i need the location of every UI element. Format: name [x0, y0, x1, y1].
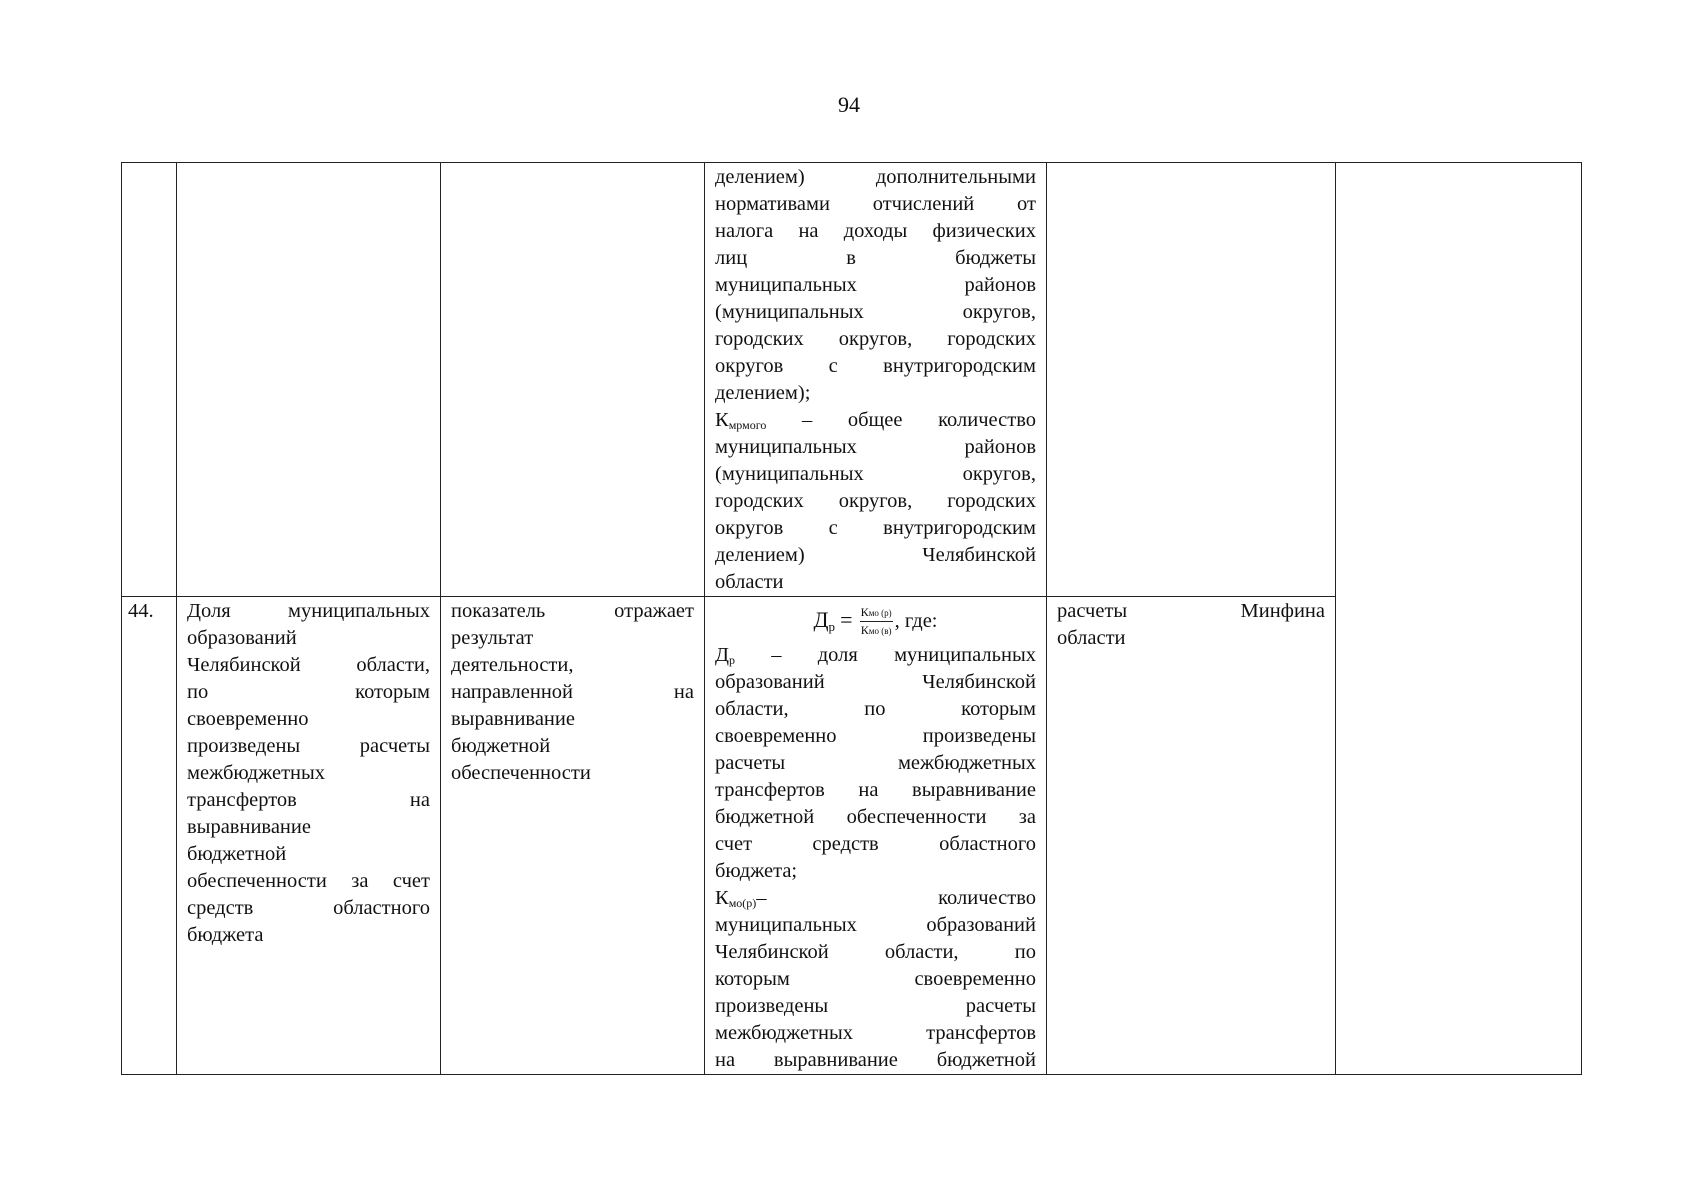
description-line: выравнивание	[451, 708, 575, 730]
indicator-line: по которым	[187, 681, 430, 703]
method-line: муниципальных районов	[715, 436, 1036, 458]
method-line: делением) Челябинской	[715, 544, 1036, 566]
formula-lhs: Д	[813, 607, 829, 632]
method-line: делением) дополнительными	[715, 166, 1036, 188]
indicator-line: своевременно	[187, 708, 309, 730]
method-line: городских округов, городских	[715, 490, 1036, 512]
dr-definition-text	[715, 669, 1036, 885]
indicator-line: обеспеченности за счет	[187, 870, 430, 892]
indicator-line: бюджетной	[187, 843, 287, 865]
table-row-continuation	[122, 163, 1582, 597]
method-line: (муниципальных округов,	[715, 463, 1036, 485]
indicator-line: выравнивание	[187, 816, 311, 838]
method-line: счет средств областного	[715, 833, 1036, 855]
method-line: расчеты межбюджетных	[715, 752, 1036, 774]
kmrmogo-definition-line: $К_{мрмого}$ – общее количество	[715, 409, 1036, 432]
cell-source-empty	[1047, 163, 1336, 597]
indicator-line: произведены расчеты	[187, 735, 430, 757]
method-line: округов с внутригородским	[715, 517, 1036, 539]
cell-extra	[1336, 163, 1582, 1075]
indicator-line: трансфертов на	[187, 789, 430, 811]
method-text-continuation	[705, 163, 1046, 596]
method-line: нормативами отчислений от	[715, 193, 1036, 215]
source-line: области	[1057, 627, 1126, 649]
row-number: 44.	[128, 600, 154, 622]
method-line: области	[715, 571, 784, 593]
description-line: результат	[451, 627, 534, 649]
formula-denominator: Кмо (в)	[860, 623, 892, 638]
method-line: на выравнивание бюджетной	[715, 1049, 1036, 1071]
source-line: расчеты Минфина	[1057, 600, 1325, 622]
indicator-line: Челябинской области,	[187, 654, 430, 676]
kmo-definition-line: $К_{мо(р)}-$ количество	[715, 887, 1036, 910]
formula-lhs-sub: р	[828, 619, 835, 634]
formula	[715, 598, 1036, 642]
method-line: межбюджетных трансфертов	[715, 1022, 1036, 1044]
formula-fraction	[860, 606, 893, 638]
method-line: произведены расчеты	[715, 995, 1036, 1017]
description-line: обеспеченности	[451, 762, 591, 784]
method-line: налога на доходы физических	[715, 220, 1036, 242]
method-line: округов с внутригородским	[715, 355, 1036, 377]
page-number: 94	[838, 92, 860, 117]
method-line: муниципальных районов	[715, 274, 1036, 296]
cell-number-empty	[122, 163, 177, 597]
indicator-description	[441, 597, 704, 787]
indicator-line: средств областного	[187, 897, 430, 919]
method-line: бюджетной обеспеченности за	[715, 806, 1036, 828]
description-line: бюджетной	[451, 735, 551, 757]
dr-definition-line: $Д_р$ – доля муниципальных	[715, 644, 1036, 667]
method-line: которым своевременно	[715, 968, 1036, 990]
formula-numerator: Кмо (р)	[860, 606, 893, 622]
method-line: городских округов, городских	[715, 328, 1036, 350]
method-line: (муниципальных округов,	[715, 301, 1036, 323]
method-line: образований Челябинской	[715, 671, 1036, 693]
method-line: лиц в бюджеты	[715, 247, 1036, 269]
method-line: трансфертов на выравнивание	[715, 779, 1036, 801]
description-line: показатель отражает	[451, 600, 694, 622]
formula-eq: =	[840, 607, 853, 632]
description-line: деятельности,	[451, 654, 574, 676]
cell-indicator-empty	[177, 163, 441, 597]
data-source	[1047, 597, 1335, 652]
indicator-line: бюджета	[187, 924, 264, 946]
method-line: Челябинской области, по	[715, 941, 1036, 963]
method-line: области, по которым	[715, 698, 1036, 720]
method-line: делением);	[715, 382, 811, 404]
formula-tail: , где:	[894, 610, 938, 632]
kmo-definition-text	[715, 912, 1036, 1074]
method-text	[705, 597, 1046, 1074]
indicator-line: межбюджетных	[187, 762, 326, 784]
method-line: бюджета;	[715, 860, 798, 882]
indicator-name	[177, 597, 440, 949]
cell-method-continuation	[705, 163, 1047, 597]
cell-description-empty	[441, 163, 705, 597]
method-line: муниципальных образований	[715, 914, 1036, 936]
indicator-line: образований	[187, 627, 297, 649]
indicator-line: Доля муниципальных	[187, 600, 430, 622]
method-line: своевременно произведены	[715, 725, 1036, 747]
indicators-table	[121, 162, 1582, 1075]
description-line: направленной на	[451, 681, 694, 703]
